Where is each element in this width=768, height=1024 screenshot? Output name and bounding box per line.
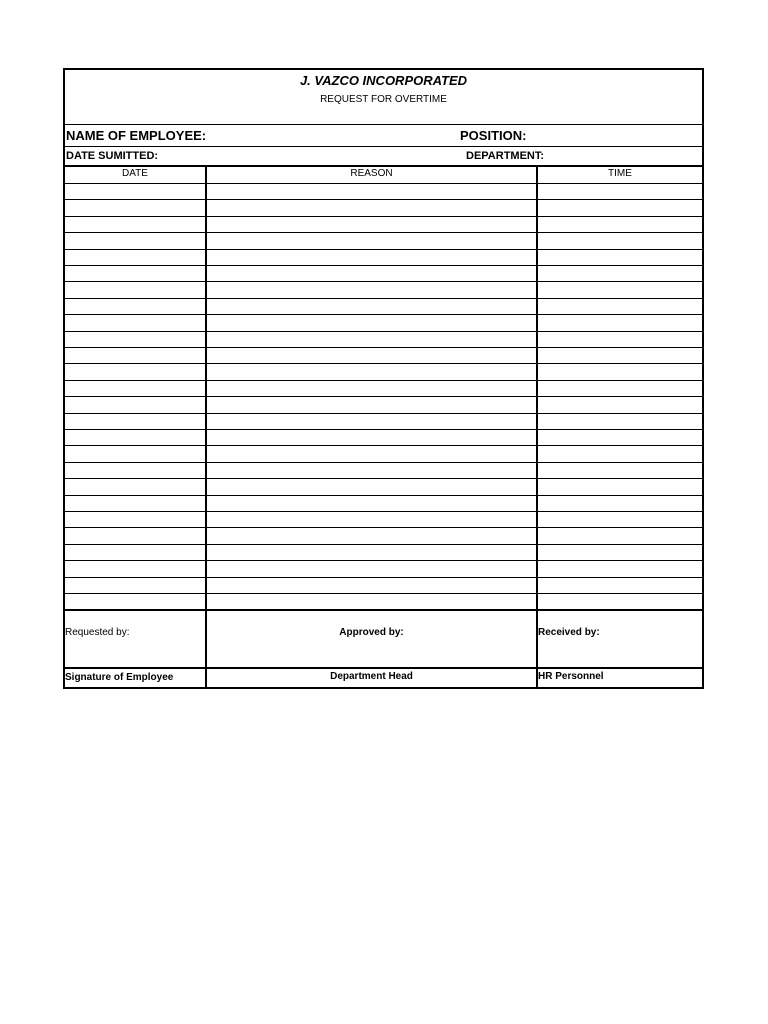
table-row [65,414,702,430]
column-header-time: TIME [608,168,632,179]
table-row [65,200,702,216]
signature-row-divider [65,667,702,669]
table-row [65,250,702,266]
form-title-block [65,70,702,125]
employee-name-row [65,124,702,147]
department-head-label: Department Head [330,671,413,682]
table-row [65,233,702,249]
table-row [65,561,702,577]
table-row [65,528,702,544]
table-row [65,332,702,348]
column-header-reason: REASON [350,168,393,179]
table-row [65,397,702,413]
table-row [65,315,702,331]
table-row [65,217,702,233]
company-name: J. VAZCO INCORPORATED [299,73,468,88]
date-submitted-row [65,147,702,167]
signature-section-top-border [65,609,702,611]
received-by-label: Received by: [538,627,600,638]
table-row [65,578,702,594]
requested-by-label: Requested by: [65,627,130,638]
date-submitted-label: DATE SUMITTED: [66,150,159,162]
table-row [65,299,702,315]
table-header-row [65,167,702,184]
hr-personnel-label: HR Personnel [538,671,604,682]
table-row [65,446,702,462]
table-row [65,430,702,446]
signature-of-employee-label: Signature of Employee [65,672,174,683]
table-row [65,364,702,380]
position-label: POSITION: [460,128,527,143]
table-row [65,348,702,364]
table-row [65,479,702,495]
approved-by-label: Approved by: [339,627,404,638]
table-row [65,496,702,512]
table-row [65,282,702,298]
table-row [65,463,702,479]
department-label: DEPARTMENT: [466,150,545,162]
table-row [65,512,702,528]
overtime-request-form [63,68,704,689]
table-row [65,594,702,610]
name-of-employee-label: NAME OF EMPLOYEE: [66,128,207,143]
table-row [65,545,702,561]
table-row [65,381,702,397]
table-row [65,266,702,282]
column-header-date: DATE [122,168,148,179]
form-subtitle: REQUEST FOR OVERTIME [320,94,447,105]
table-row [65,184,702,200]
